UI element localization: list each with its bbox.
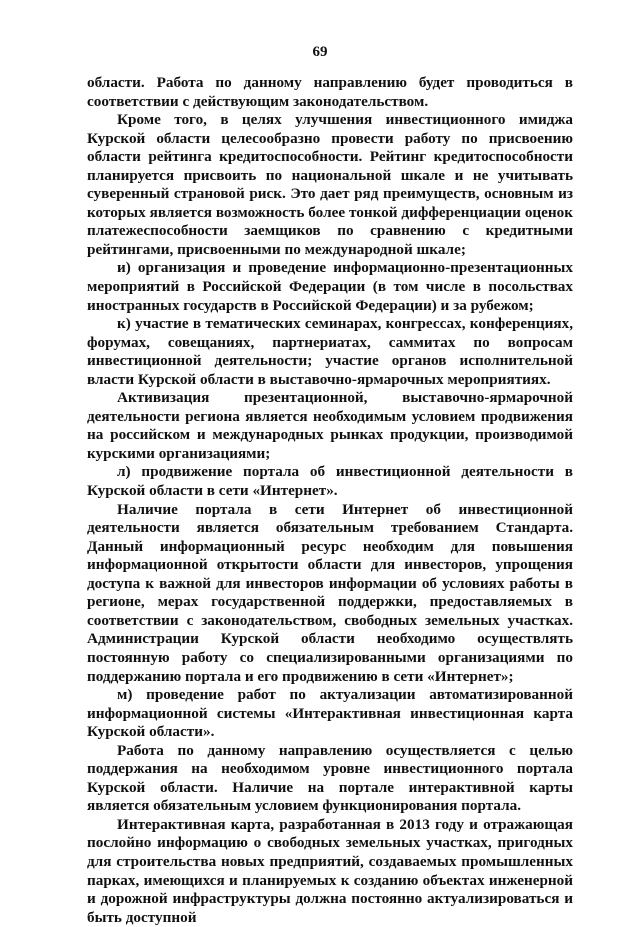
paragraph: м) проведение работ по актуализации автоматизированной информационной системы «Интерактивная инвестиционная карта Курской области». — [87, 686, 573, 741]
paragraph: Интерактивная карта, разработанная в 2013 году и отражающая послойно информацию о свободных земельных участках, пригодных для строительства новых предприятий, создаваемых промышленных парках, имеющихся и планируемых к созданию объектах инженерной и дорожной инфраструктуры должна постоянно актуализироваться и быть доступной — [87, 815, 573, 926]
paragraph: Активизация презентационной, выставочно-ярмарочной деятельности региона является необходимым условием продвижения на российском и международных рынках продукции, производимой курскими организациями; — [87, 389, 573, 462]
page-number: 69 — [312, 44, 328, 60]
paragraph: области. Работа по данному направлению будет проводиться в соответствии с действующим законодательством. — [87, 74, 573, 110]
paragraph: Наличие портала в сети Интернет об инвестиционной деятельности является обязательным требованием Стандарта. Данный информационный ресурс необходим для повышения информационной открытости области для инвесторов, упрощения доступа к важной для инвесторов информации об условиях работы в регионе, мерах государственной поддержки, предоставляемых в соответствии с законодательством, свободных земельных участках. Администрации Курской области необходимо осуществлять постоянную работу со специализированными организациями по поддержанию портала и его продвижению в сети «Интернет»; — [87, 500, 573, 685]
paragraph: л) продвижение портала об инвестиционной деятельности в Курской области в сети «Интернет». — [87, 463, 573, 500]
paragraph: и) организация и проведение информационно-презентационных мероприятий в Российской Федерации (в том числе в посольствах иностранных государств в Российской Федерации) и за рубежом; — [87, 259, 573, 314]
paragraph: к) участие в тематических семинарах, конгрессах, конференциях, форумах, совещаниях, партнериатах, саммитах по вопросам инвестиционной деятельности; участие органов исполнительной власти Курской области в выставочно-ярмарочных мероприятиях. — [87, 315, 573, 388]
paragraph: Кроме того, в целях улучшения инвестиционного имиджа Курской области целесообразно провести работу по присвоению области рейтинга кредитоспособности. Рейтинг кредитоспособности планируется присвоить по национальной шкале и не учитывать суверенный страновой риск. Это дает ряд преимуществ, основным из которых является возможность более тонкой дифференциации оценок платежеспособности заемщиков по сравнению с кредитными рейтингами, присвоенными по международной шкале; — [87, 111, 573, 258]
document-body — [87, 74, 573, 927]
paragraph: Работа по данному направлению осуществляется с целью поддержания на необходимом уровне инвестиционного портала Курской области. Наличие на портале интерактивной карты является обязательным условием функционирования портала. — [87, 741, 573, 815]
